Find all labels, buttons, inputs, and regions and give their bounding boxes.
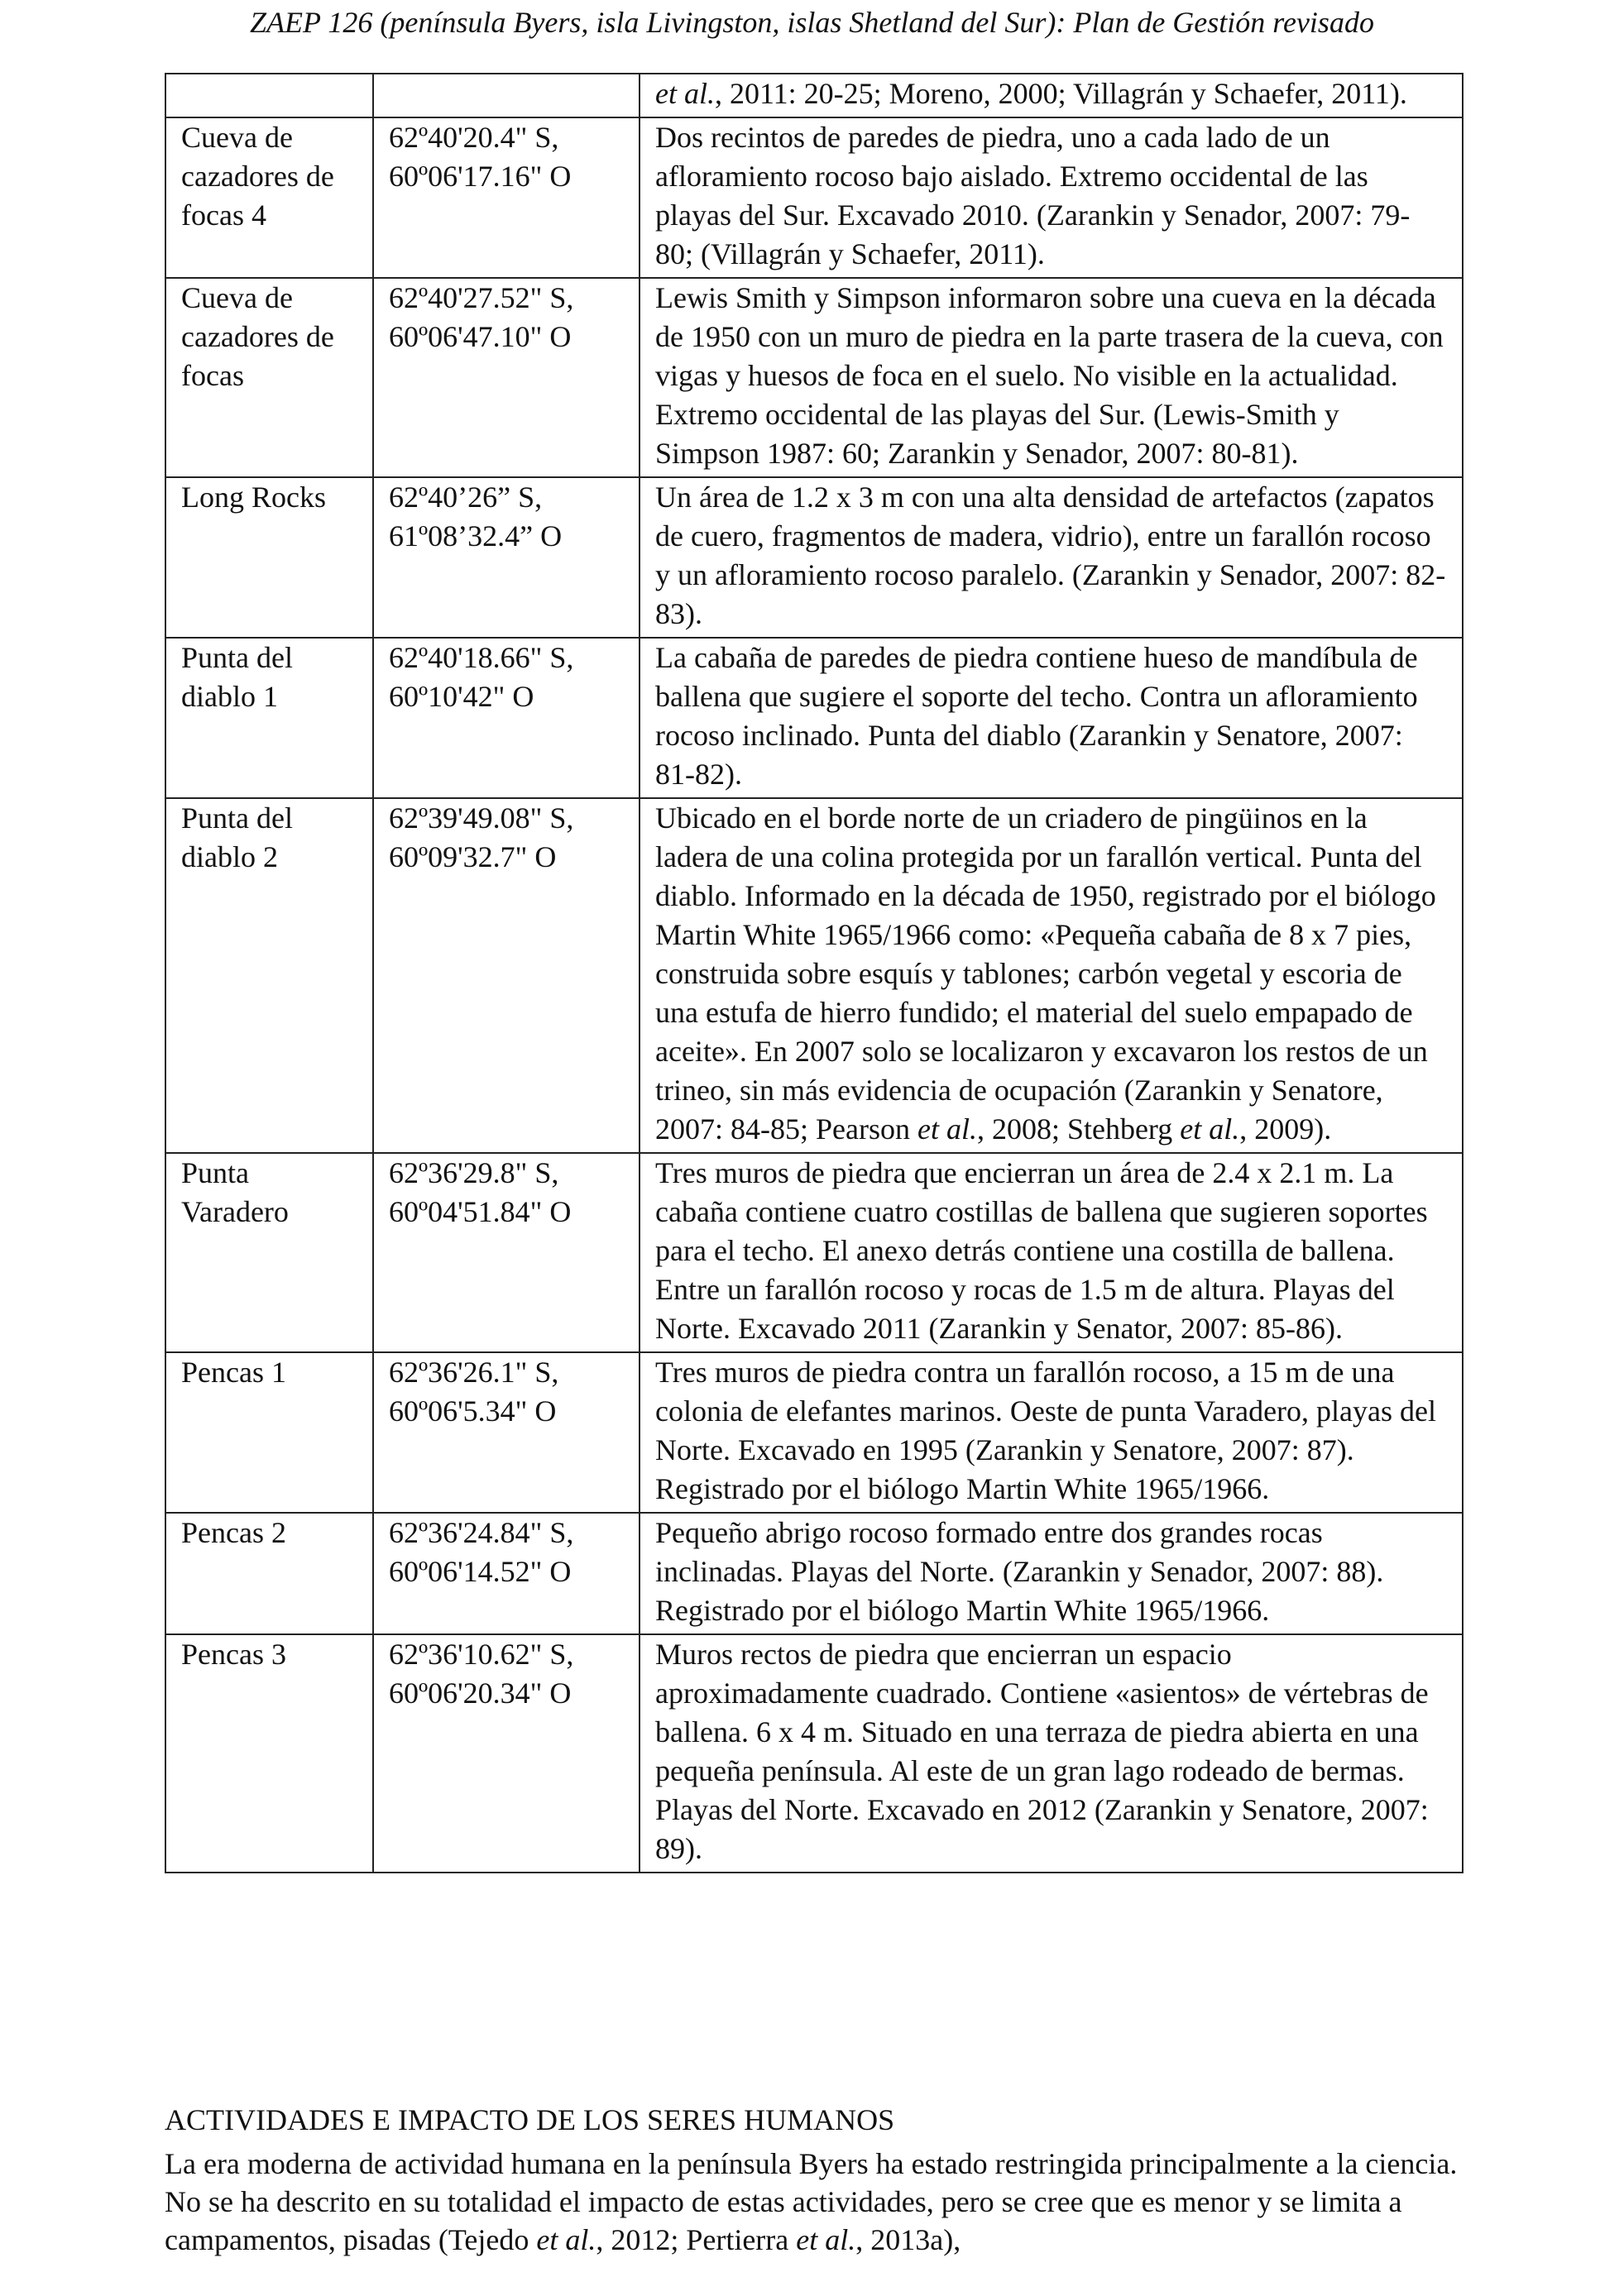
paragraph-text: , 2012; Pertierra [596, 2223, 797, 2256]
citation-italic: et al. [796, 2223, 856, 2256]
historic-sites-table [165, 73, 1464, 1873]
site-description-cell [640, 638, 1463, 798]
description-text: Muros rectos de piedra que encierran un espacio aproximadamente cuadrado. Contiene «asientos» de vértebras de ballena. 6 x 4 m. Situado en una terraza de piedra abierta en una pequeña península. Al este de un gran lago rodeado de bermas. Playas del Norte. Excavado en 2012 (Zarankin y Senatore, 2007: 89). [655, 1638, 1429, 1865]
description-text: La cabaña de paredes de piedra contiene hueso de mandíbula de ballena que sugiere el soporte del techo. Contra un afloramiento rocoso inclinado. Punta del diablo (Zarankin y Senatore, 2007: 81-82). [655, 641, 1418, 791]
site-name-cell: Pencas 2 [165, 1513, 373, 1634]
site-description-cell [640, 278, 1463, 477]
site-coordinates-cell: 62º36'24.84" S, 60º06'14.52" O [373, 1513, 640, 1634]
site-coordinates-cell: 62º36'29.8" S, 60º04'51.84" O [373, 1153, 640, 1352]
site-description-cell [640, 477, 1463, 638]
description-text: Tres muros de piedra contra un farallón rocoso, a 15 m de una colonia de elefantes marinos. Oeste de punta Varadero, playas del Norte. Excavado en 1995 (Zarankin y Senatore, 2007: 87). Registrado por el biólogo Martin White 1965/1966. [655, 1356, 1436, 1505]
site-name-cell [165, 74, 373, 117]
description-text: Pequeño abrigo rocoso formado entre dos grandes rocas inclinadas. Playas del Norte. (Zarankin y Senador, 2007: 88). Registrado por el biólogo Martin White 1965/1966. [655, 1516, 1384, 1627]
site-name-cell: Punta del diablo 2 [165, 798, 373, 1153]
description-text: Dos recintos de paredes de piedra, uno a cada lado de un afloramiento rocoso bajo aislado. Extremo occidental de las playas del Sur. Excavado 2010. (Zarankin y Senador, 2007: 79-80; (Villagrán y Schaefer, 2011). [655, 121, 1411, 270]
site-coordinates-cell: 62º40'20.4" S, 60º06'17.16" O [373, 117, 640, 278]
description-text: Ubicado en el borde norte de un criadero de pingüinos en la ladera de una colina protegida por un farallón vertical. Punta del diablo. Informado en la década de 1950, registrado por el biólogo Martin White 1965/1966 como: «Pequeña cabaña de 8 x 7 pies, construida sobre esquís y tablones; carbón vegetal y escoria de una estufa de hierro fundido; el material del suelo empapado de aceite». En 2007 solo se localizaron y excavaron los restos de un trineo, sin más evidencia de ocupación (Zarankin y Senatore, 2007: 84-85; Pearson [655, 801, 1436, 1146]
description-text: , 2009). [1239, 1112, 1332, 1146]
table-row [165, 278, 1463, 477]
citation-italic: et al. [655, 77, 715, 110]
table-row [165, 638, 1463, 798]
citation-italic: et al. [1180, 1112, 1240, 1146]
citation-italic: et al. [536, 2223, 596, 2256]
running-header: ZAEP 126 (península Byers, isla Livingston, islas Shetland del Sur): Plan de Gestión revisado [250, 6, 1374, 39]
site-description-cell [640, 1352, 1463, 1513]
site-description-cell [640, 1513, 1463, 1634]
site-name-cell: Long Rocks [165, 477, 373, 638]
table-row [165, 74, 1463, 117]
description-text: , 2008; Stehberg [976, 1112, 1181, 1146]
table-row [165, 117, 1463, 278]
description-text: Lewis Smith y Simpson informaron sobre una cueva en la década de 1950 con un muro de piedra en la parte trasera de la cueva, con vigas y huesos de foca en el suelo. No visible en la actualidad. Extremo occidental de las playas del Sur. (Lewis-Smith y Simpson 1987: 60; Zarankin y Senador, 2007: 80-81). [655, 281, 1444, 470]
description-text: , 2011: 20-25; Moreno, 2000; Villagrán y Schaefer, 2011). [714, 77, 1407, 110]
table-row [165, 1634, 1463, 1873]
site-description-cell [640, 74, 1463, 117]
table-row [165, 477, 1463, 638]
description-text: Un área de 1.2 x 3 m con una alta densidad de artefactos (zapatos de cuero, fragmentos de madera, vidrio), entre un farallón rocoso y un afloramiento rocoso paralelo. (Zarankin y Senador, 2007: 82-83). [655, 481, 1446, 630]
site-description-cell [640, 798, 1463, 1153]
site-name-cell: Pencas 3 [165, 1634, 373, 1873]
site-coordinates-cell: 62º36'10.62" S, 60º06'20.34" O [373, 1634, 640, 1873]
table-row [165, 798, 1463, 1153]
site-coordinates-cell: 62º39'49.08" S, 60º09'32.7" O [373, 798, 640, 1153]
paragraph-text: La era moderna de actividad humana en la península Byers ha estado restringida principalmente a la ciencia. No se ha descrito en su totalidad el impacto de estas actividades, pero se cree que es menor y se limita a campamentos, pisadas (Tejedo [165, 2147, 1458, 2256]
section-paragraph [165, 2145, 1468, 2259]
site-name-cell: Punta del diablo 1 [165, 638, 373, 798]
paragraph-text: , 2013a), [855, 2223, 961, 2256]
table-row [165, 1153, 1463, 1352]
description-text: Tres muros de piedra que encierran un área de 2.4 x 2.1 m. La cabaña contiene cuatro costillas de ballena que sugieren soportes para el techo. El anexo detrás contiene una costilla de ballena. Entre un farallón rocoso y rocas de 1.5 m de altura. Playas del Norte. Excavado 2011 (Zarankin y Senator, 2007: 85-86). [655, 1156, 1428, 1345]
site-name-cell: Pencas 1 [165, 1352, 373, 1513]
site-coordinates-cell: 62º40’26” S, 61º08’32.4” O [373, 477, 640, 638]
site-coordinates-cell: 62º40'27.52" S, 60º06'47.10" O [373, 278, 640, 477]
site-coordinates-cell [373, 74, 640, 117]
site-name-cell: Cueva de cazadores de focas [165, 278, 373, 477]
section-heading: ACTIVIDADES E IMPACTO DE LOS SERES HUMANOS [165, 2103, 895, 2136]
site-description-cell [640, 117, 1463, 278]
site-coordinates-cell: 62º36'26.1" S, 60º06'5.34" O [373, 1352, 640, 1513]
site-coordinates-cell: 62º40'18.66" S, 60º10'42" O [373, 638, 640, 798]
site-description-cell [640, 1153, 1463, 1352]
table-row [165, 1513, 1463, 1634]
site-name-cell: Cueva de cazadores de focas 4 [165, 117, 373, 278]
citation-italic: et al. [917, 1112, 977, 1146]
table-row [165, 1352, 1463, 1513]
site-name-cell: Punta Varadero [165, 1153, 373, 1352]
table-body [165, 74, 1463, 1873]
site-description-cell [640, 1634, 1463, 1873]
